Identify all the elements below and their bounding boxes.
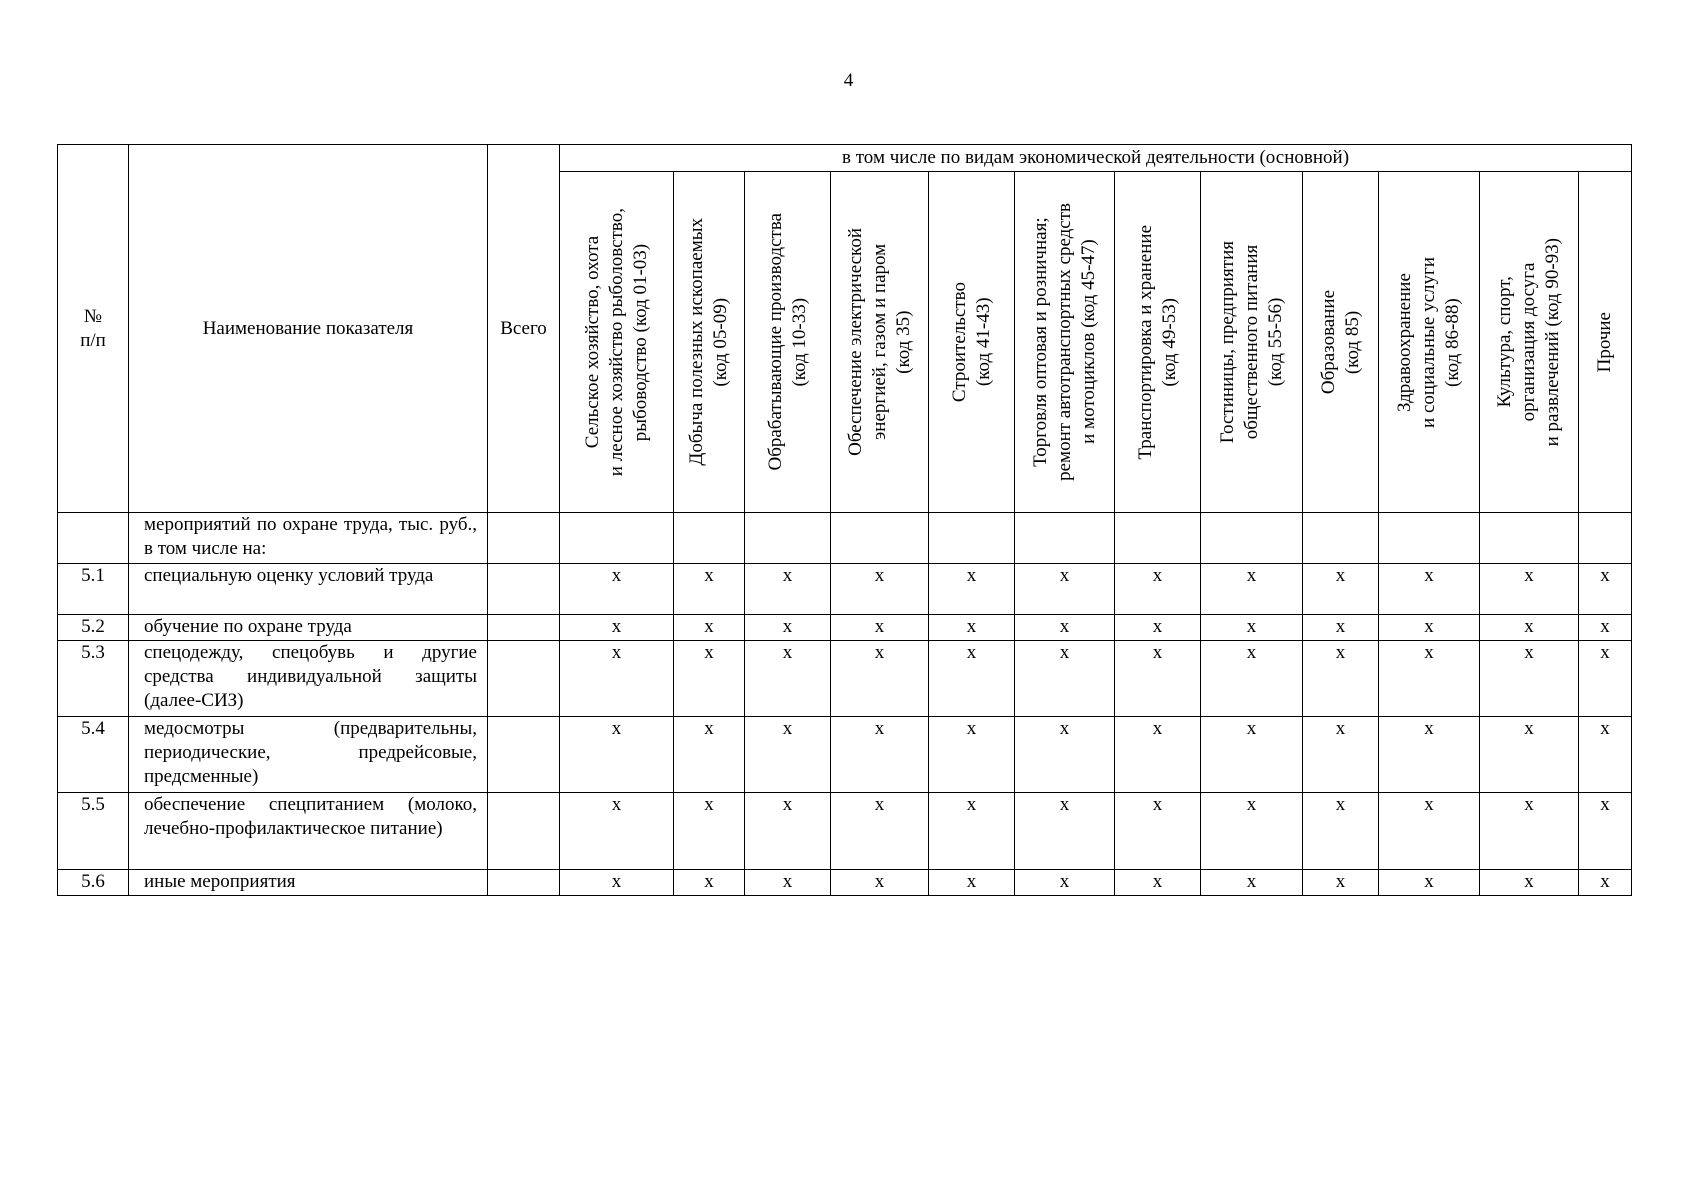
row-cell: х (674, 564, 745, 615)
table-header (58, 145, 1632, 513)
row-cell (1201, 513, 1303, 564)
row-total (488, 793, 560, 870)
row-cell: х (674, 717, 745, 793)
row-cell: х (560, 615, 674, 641)
row-cell: х (560, 717, 674, 793)
row-cell (929, 513, 1015, 564)
header-activity-label: Здравоохранение и социальные услуги (код 86-88) (1394, 256, 1463, 428)
row-cell (1480, 513, 1579, 564)
header-activity-label: Обрабатывающие производства (код 10-33) (764, 213, 810, 471)
row-number (58, 513, 129, 564)
header-activity (1303, 172, 1379, 513)
header-activity (674, 172, 745, 513)
header-activity-label: Транспортировка и хранение (код 49-53) (1134, 224, 1180, 460)
row-cell (1379, 513, 1480, 564)
row-cell (745, 513, 831, 564)
row-total (488, 717, 560, 793)
row-cell: х (745, 641, 831, 717)
row-name: специальную оценку условий труда (129, 564, 488, 615)
row-cell: х (560, 793, 674, 870)
header-activity (1015, 172, 1115, 513)
header-activity-label: Культура, спорт, организация досуга и развлечений (код 90-93) (1494, 237, 1563, 447)
row-cell: х (1015, 870, 1115, 896)
row-cell: х (1201, 717, 1303, 793)
row-cell (560, 513, 674, 564)
report-table (57, 144, 1632, 896)
row-number: 5.3 (58, 641, 129, 717)
row-cell: х (1579, 870, 1632, 896)
row-cell: х (560, 641, 674, 717)
row-cell: х (1579, 641, 1632, 717)
row-name: обеспечение спецпитанием (молоко, лечебно-профилактическое питание) (129, 793, 488, 870)
row-cell: х (745, 564, 831, 615)
header-activity-label: Строительство (код 41-43) (948, 281, 994, 403)
row-number: 5.1 (58, 564, 129, 615)
row-name: мероприятий по охране труда, тыс. руб., в том числе на: (129, 513, 488, 564)
row-total (488, 641, 560, 717)
header-activity-label: Добыча полезных ископаемых (код 05-09) (686, 218, 731, 466)
table-row (58, 513, 1632, 564)
table-row (58, 793, 1632, 870)
row-cell: х (1303, 641, 1379, 717)
row-cell: х (929, 717, 1015, 793)
row-cell: х (1579, 717, 1632, 793)
table-row (58, 564, 1632, 615)
row-cell: х (1015, 641, 1115, 717)
row-cell: х (1480, 564, 1579, 615)
row-cell: х (1015, 717, 1115, 793)
row-cell: х (1015, 793, 1115, 870)
row-cell: х (560, 564, 674, 615)
header-activity (745, 172, 831, 513)
header-activity (1379, 172, 1480, 513)
row-cell: х (674, 870, 745, 896)
header-activity (1201, 172, 1303, 513)
row-cell: х (1303, 870, 1379, 896)
header-group: в том числе по видам экономической деятельности (основной) (560, 145, 1632, 172)
row-cell: х (745, 717, 831, 793)
row-cell: х (929, 793, 1015, 870)
row-cell: х (1480, 717, 1579, 793)
row-cell: х (831, 717, 929, 793)
row-cell (1303, 513, 1379, 564)
row-cell: х (1115, 793, 1201, 870)
row-number: 5.4 (58, 717, 129, 793)
table-row (58, 615, 1632, 641)
row-cell: х (929, 615, 1015, 641)
row-cell: х (560, 870, 674, 896)
row-cell: х (929, 870, 1015, 896)
header-total: Всего (488, 145, 560, 513)
table-row (58, 870, 1632, 896)
header-activity (1115, 172, 1201, 513)
table-body (58, 513, 1632, 896)
row-name: иные мероприятия (129, 870, 488, 896)
row-cell: х (1115, 615, 1201, 641)
row-cell (1579, 513, 1632, 564)
row-cell: х (745, 870, 831, 896)
row-number: 5.2 (58, 615, 129, 641)
row-cell: х (831, 870, 929, 896)
header-name: Наименование показателя (129, 145, 488, 513)
header-num: № п/п (58, 145, 129, 513)
row-cell: х (831, 641, 929, 717)
row-name: обучение по охране труда (129, 615, 488, 641)
header-activity (1480, 172, 1579, 513)
row-cell: х (674, 793, 745, 870)
row-cell (1115, 513, 1201, 564)
row-cell: х (1303, 793, 1379, 870)
row-total (488, 513, 560, 564)
row-cell: х (1379, 793, 1480, 870)
row-cell: х (1480, 615, 1579, 641)
header-activity (831, 172, 929, 513)
row-cell: х (1303, 564, 1379, 615)
row-cell: х (1201, 615, 1303, 641)
header-activity (929, 172, 1015, 513)
row-cell: х (745, 615, 831, 641)
row-cell: х (929, 641, 1015, 717)
row-cell: х (1379, 564, 1480, 615)
header-activity (1579, 172, 1632, 513)
row-cell (1015, 513, 1115, 564)
row-cell: х (929, 564, 1015, 615)
row-cell: х (1480, 870, 1579, 896)
row-total (488, 870, 560, 896)
row-total (488, 564, 560, 615)
row-cell: х (1115, 564, 1201, 615)
row-cell: х (1379, 870, 1480, 896)
row-cell: х (1379, 641, 1480, 717)
row-cell: х (1303, 717, 1379, 793)
row-cell: х (1579, 564, 1632, 615)
table-row (58, 717, 1632, 793)
row-cell: х (831, 615, 929, 641)
row-cell: х (1480, 793, 1579, 870)
header-activity-label: Обеспечение электрической энергией, газом и паром (код 35) (844, 228, 914, 456)
row-cell: х (674, 641, 745, 717)
row-cell: х (1579, 615, 1632, 641)
row-cell: х (1201, 641, 1303, 717)
row-name: медосмотры (предварительны, периодические, предрейсовые, предсменные) (129, 717, 488, 793)
row-cell: х (1379, 717, 1480, 793)
row-number: 5.5 (58, 793, 129, 870)
row-cell: х (745, 793, 831, 870)
row-cell: х (674, 615, 745, 641)
row-cell: х (1303, 615, 1379, 641)
row-cell: х (1480, 641, 1579, 717)
header-activity-label: Гостиницы, предприятия общественного питания (код 55-56) (1216, 240, 1286, 444)
page-number: 4 (843, 70, 854, 91)
row-cell: х (831, 564, 929, 615)
row-number: 5.6 (58, 870, 129, 896)
row-cell: х (1015, 615, 1115, 641)
row-cell: х (1379, 615, 1480, 641)
row-cell: х (831, 793, 929, 870)
row-total (488, 615, 560, 641)
row-cell: х (1579, 793, 1632, 870)
row-cell (674, 513, 745, 564)
row-cell: х (1115, 870, 1201, 896)
row-cell: х (1201, 564, 1303, 615)
row-cell: х (1015, 564, 1115, 615)
header-activity-label: Прочие (1594, 311, 1616, 373)
row-cell: х (1115, 641, 1201, 717)
row-cell: х (1201, 870, 1303, 896)
header-activity-label: Торговля оптовая и розничная; ремонт автотранспортных средств и мотоциклов (код 45-47) (1029, 203, 1099, 481)
table-row (58, 641, 1632, 717)
header-activity (560, 172, 674, 513)
header-activity-label: Образование (код 85) (1317, 289, 1363, 395)
row-name: спецодежду, спецобувь и другие средства индивидуальной защиты (далее-СИЗ) (129, 641, 488, 717)
row-cell (831, 513, 929, 564)
row-cell: х (1201, 793, 1303, 870)
row-cell: х (1115, 717, 1201, 793)
header-activity-label: Сельское хозяйство, охота и лесное хозяйство рыболовство, рыбоводство (код 01-03) (581, 207, 651, 477)
